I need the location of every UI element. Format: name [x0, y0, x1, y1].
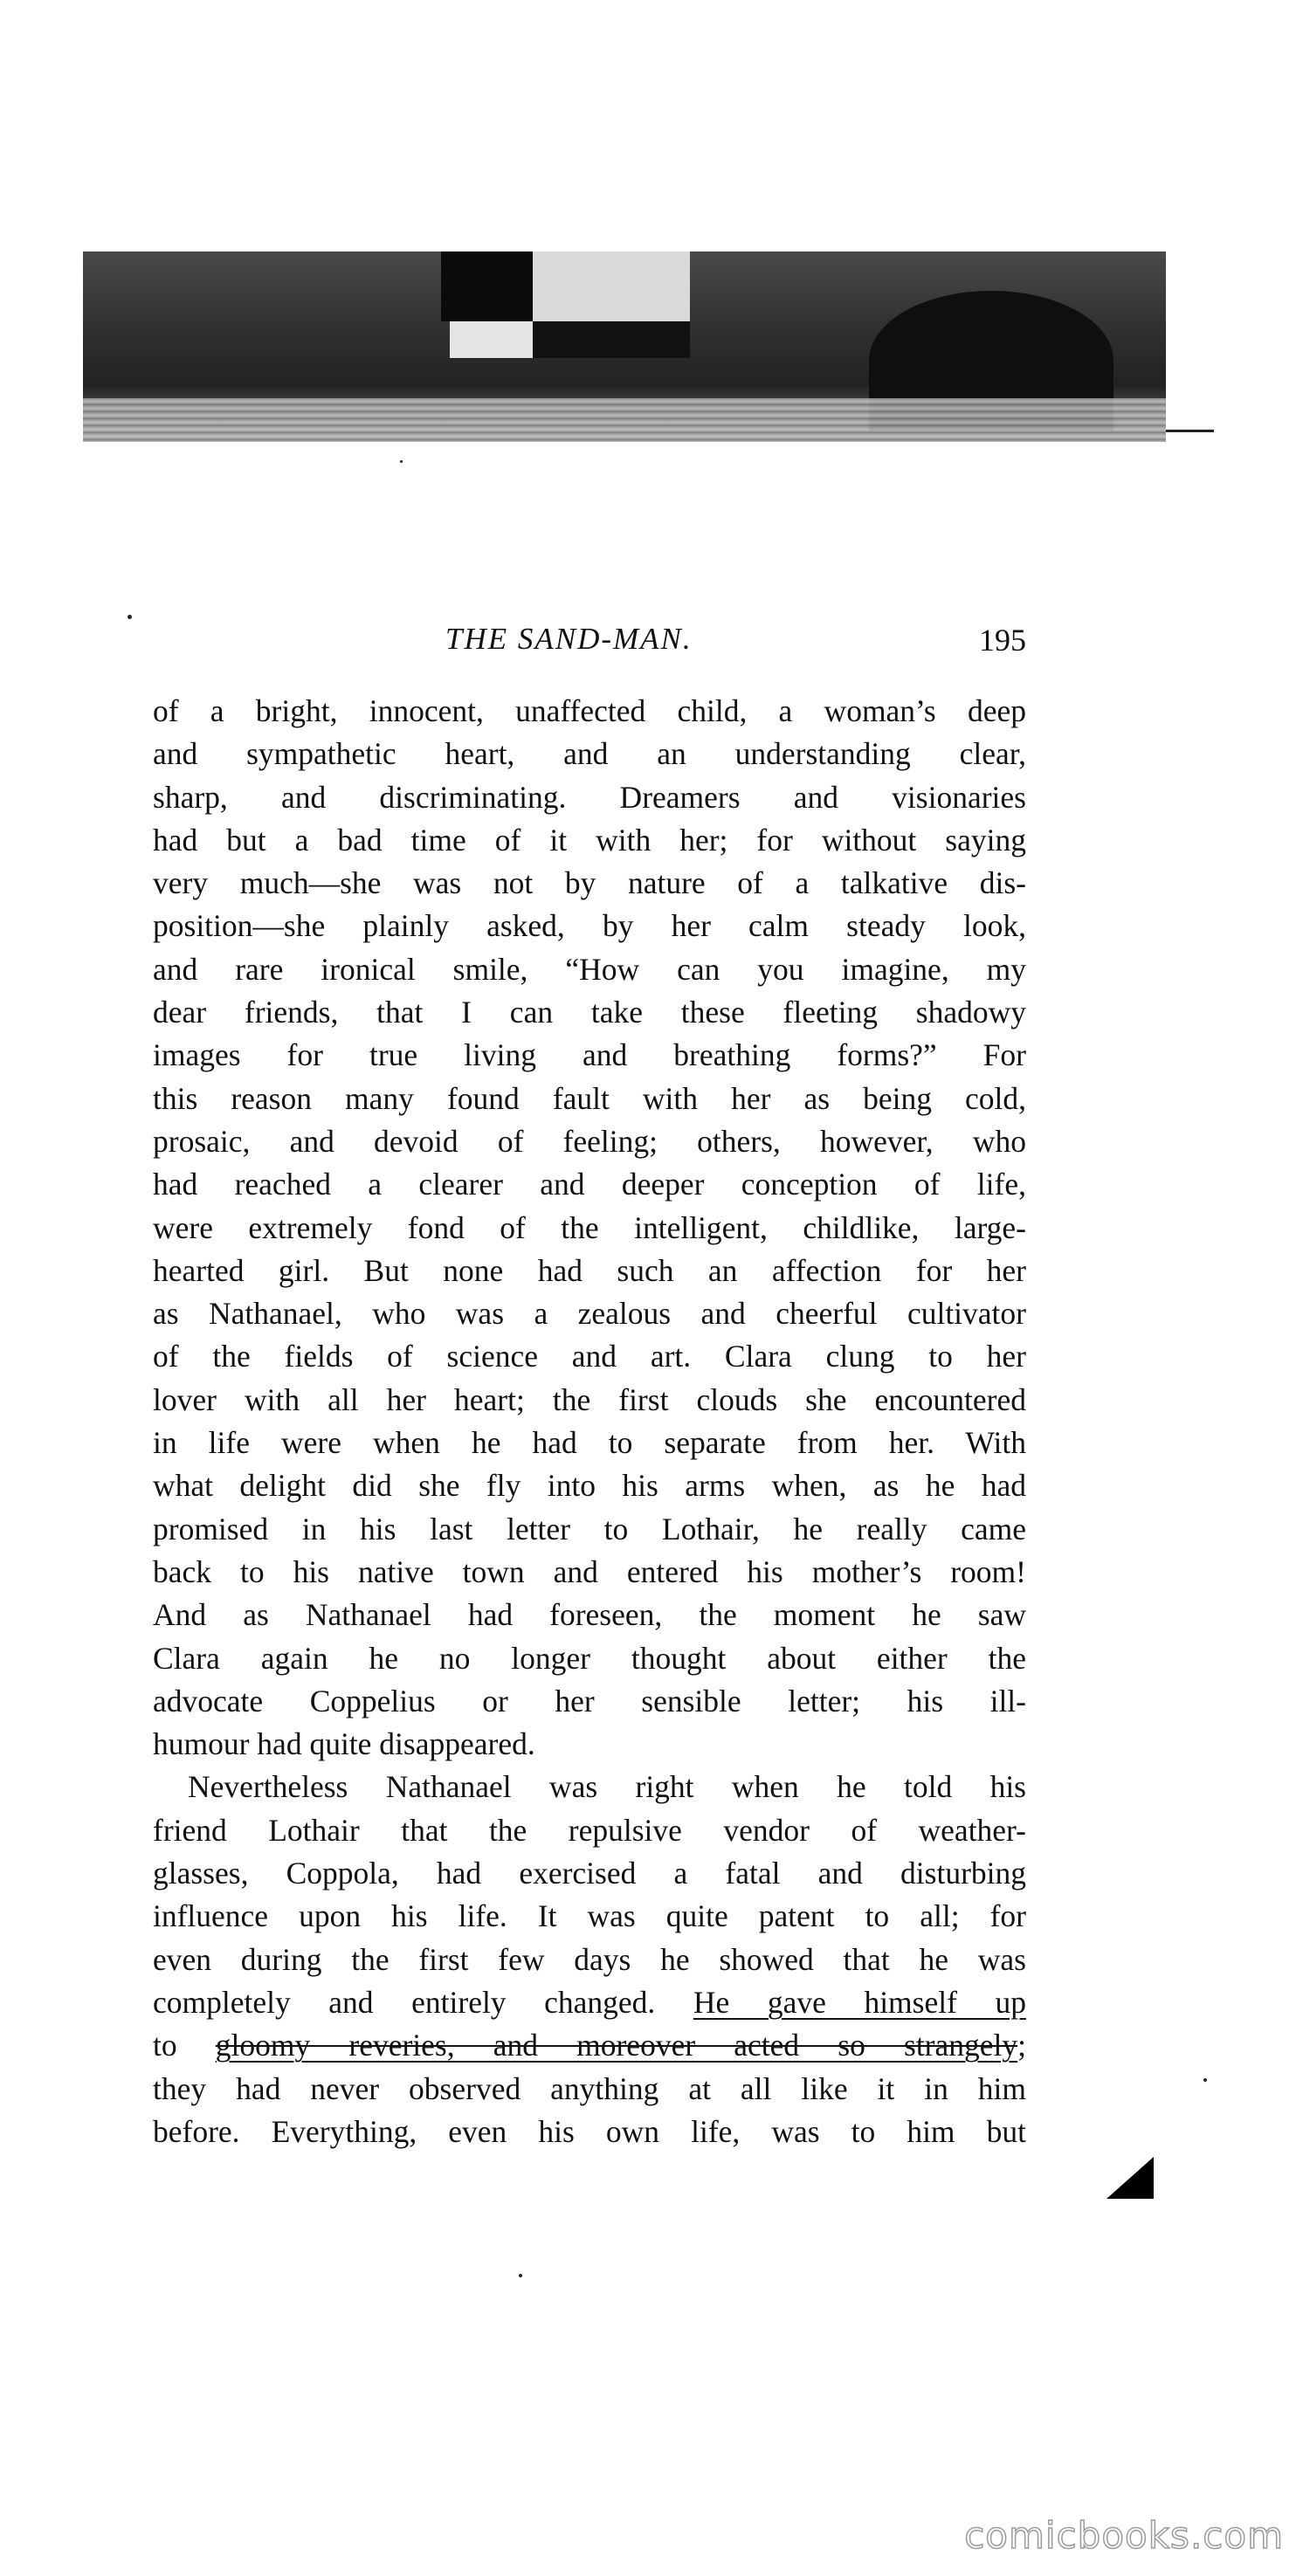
text-line: back to his native town and entered his mother’s room! — [153, 1553, 1026, 1589]
speck — [128, 615, 132, 619]
text-line: before. Everything, even his own life, was to him but — [153, 2113, 1026, 2149]
text-line: and rare ironical smile, “How can you imagine, my — [153, 951, 1026, 987]
strip-light-block — [533, 251, 690, 321]
text-line-annotated — [153, 1981, 1026, 2024]
text-line: very much—she was not by nature of a talkative dis- — [153, 865, 1026, 901]
text-line: humour had quite disappeared. — [153, 1726, 535, 1762]
text-line: even during the first few days he showed that he was — [153, 1941, 1026, 1977]
text-line: as Nathanael, who was a zealous and cheerful cultivator — [153, 1296, 1026, 1332]
text-line: had but a bad time of it with her; for without saying — [153, 822, 1026, 858]
page-number: 195 — [979, 623, 1026, 658]
strip-dark-block — [441, 251, 533, 321]
text-line: hearted girl. But none had such an affection for her — [153, 1252, 1026, 1288]
text-line: prosaic, and devoid of feeling; others, however, who — [153, 1123, 1026, 1159]
text-line: had reached a clearer and deeper conception of life, — [153, 1167, 1026, 1202]
scanned-header-strip — [83, 251, 1166, 442]
speck — [1203, 2078, 1207, 2082]
text-line: of the fields of science and art. Clara clung to her — [153, 1339, 1026, 1374]
text-line: and sympathetic heart, and an understanding clear, — [153, 736, 1026, 772]
strip-dark-block-lower — [533, 321, 690, 358]
text-line: in life were when he had to separate from her. With — [153, 1425, 1026, 1461]
body-text — [153, 690, 1026, 2153]
plain-text: to — [153, 2028, 177, 2063]
text-line: glasses, Coppola, had exercised a fatal and disturbing — [153, 1856, 1026, 1891]
plain-text: completely and entirely changed. — [153, 1984, 656, 2020]
running-head — [153, 622, 1026, 665]
handwritten-underline: He gave himself up — [693, 1984, 1026, 2020]
text-line: of a bright, innocent, unaffected child, a woman’s deep — [153, 693, 1026, 728]
text-line: promised in his last letter to Lothair, he really came — [153, 1511, 1026, 1546]
text-line: what delight did she fly into his arms when, as he had — [153, 1468, 1026, 1504]
text-line: were extremely fond of the intelligent, childlike, large- — [153, 1209, 1026, 1245]
text-line-struck — [153, 2024, 1026, 2067]
text-line: this reason many found fault with her as being cold, — [153, 1080, 1026, 1116]
speck — [519, 2274, 522, 2277]
strip-light-block-lower — [450, 321, 533, 358]
strip-floor-lines — [83, 398, 1166, 442]
text-line: position—she plainly asked, by her calm steady look, — [153, 908, 1026, 944]
text-line: images for true living and breathing forms?” For — [153, 1037, 1026, 1073]
plain-text: ; — [1017, 2028, 1027, 2063]
handwritten-strikethrough: gloomy reveries, and moreover acted so strangely — [215, 2028, 1018, 2063]
text-line: influence upon his life. It was quite patent to all; for — [153, 1898, 1026, 1934]
ink-blot-mark — [1107, 2157, 1154, 2199]
text-line: advocate Coppelius or her sensible letter; his ill- — [153, 1683, 1026, 1718]
text-line: sharp, and discriminating. Dreamers and visionaries — [153, 779, 1026, 815]
text-line: And as Nathanael had foreseen, the moment he saw — [153, 1597, 1026, 1633]
text-line: lover with all her heart; the first clouds she encountered — [153, 1381, 1026, 1417]
watermark-text: comicbooks.com — [964, 2514, 1284, 2557]
text-line: Clara again he no longer thought about either the — [153, 1640, 1026, 1676]
text-line: Nevertheless Nathanael was right when he told his — [188, 1769, 1026, 1805]
text-line: they had never observed anything at all like it in him — [153, 2070, 1026, 2106]
text-line: friend Lothair that the repulsive vendor of weather- — [153, 1812, 1026, 1848]
strip-tail-line — [1166, 430, 1214, 432]
text-line: dear friends, that I can take these fleeting shadowy — [153, 995, 1026, 1030]
running-title: THE SAND-MAN. — [445, 622, 693, 656]
speck — [400, 460, 403, 463]
